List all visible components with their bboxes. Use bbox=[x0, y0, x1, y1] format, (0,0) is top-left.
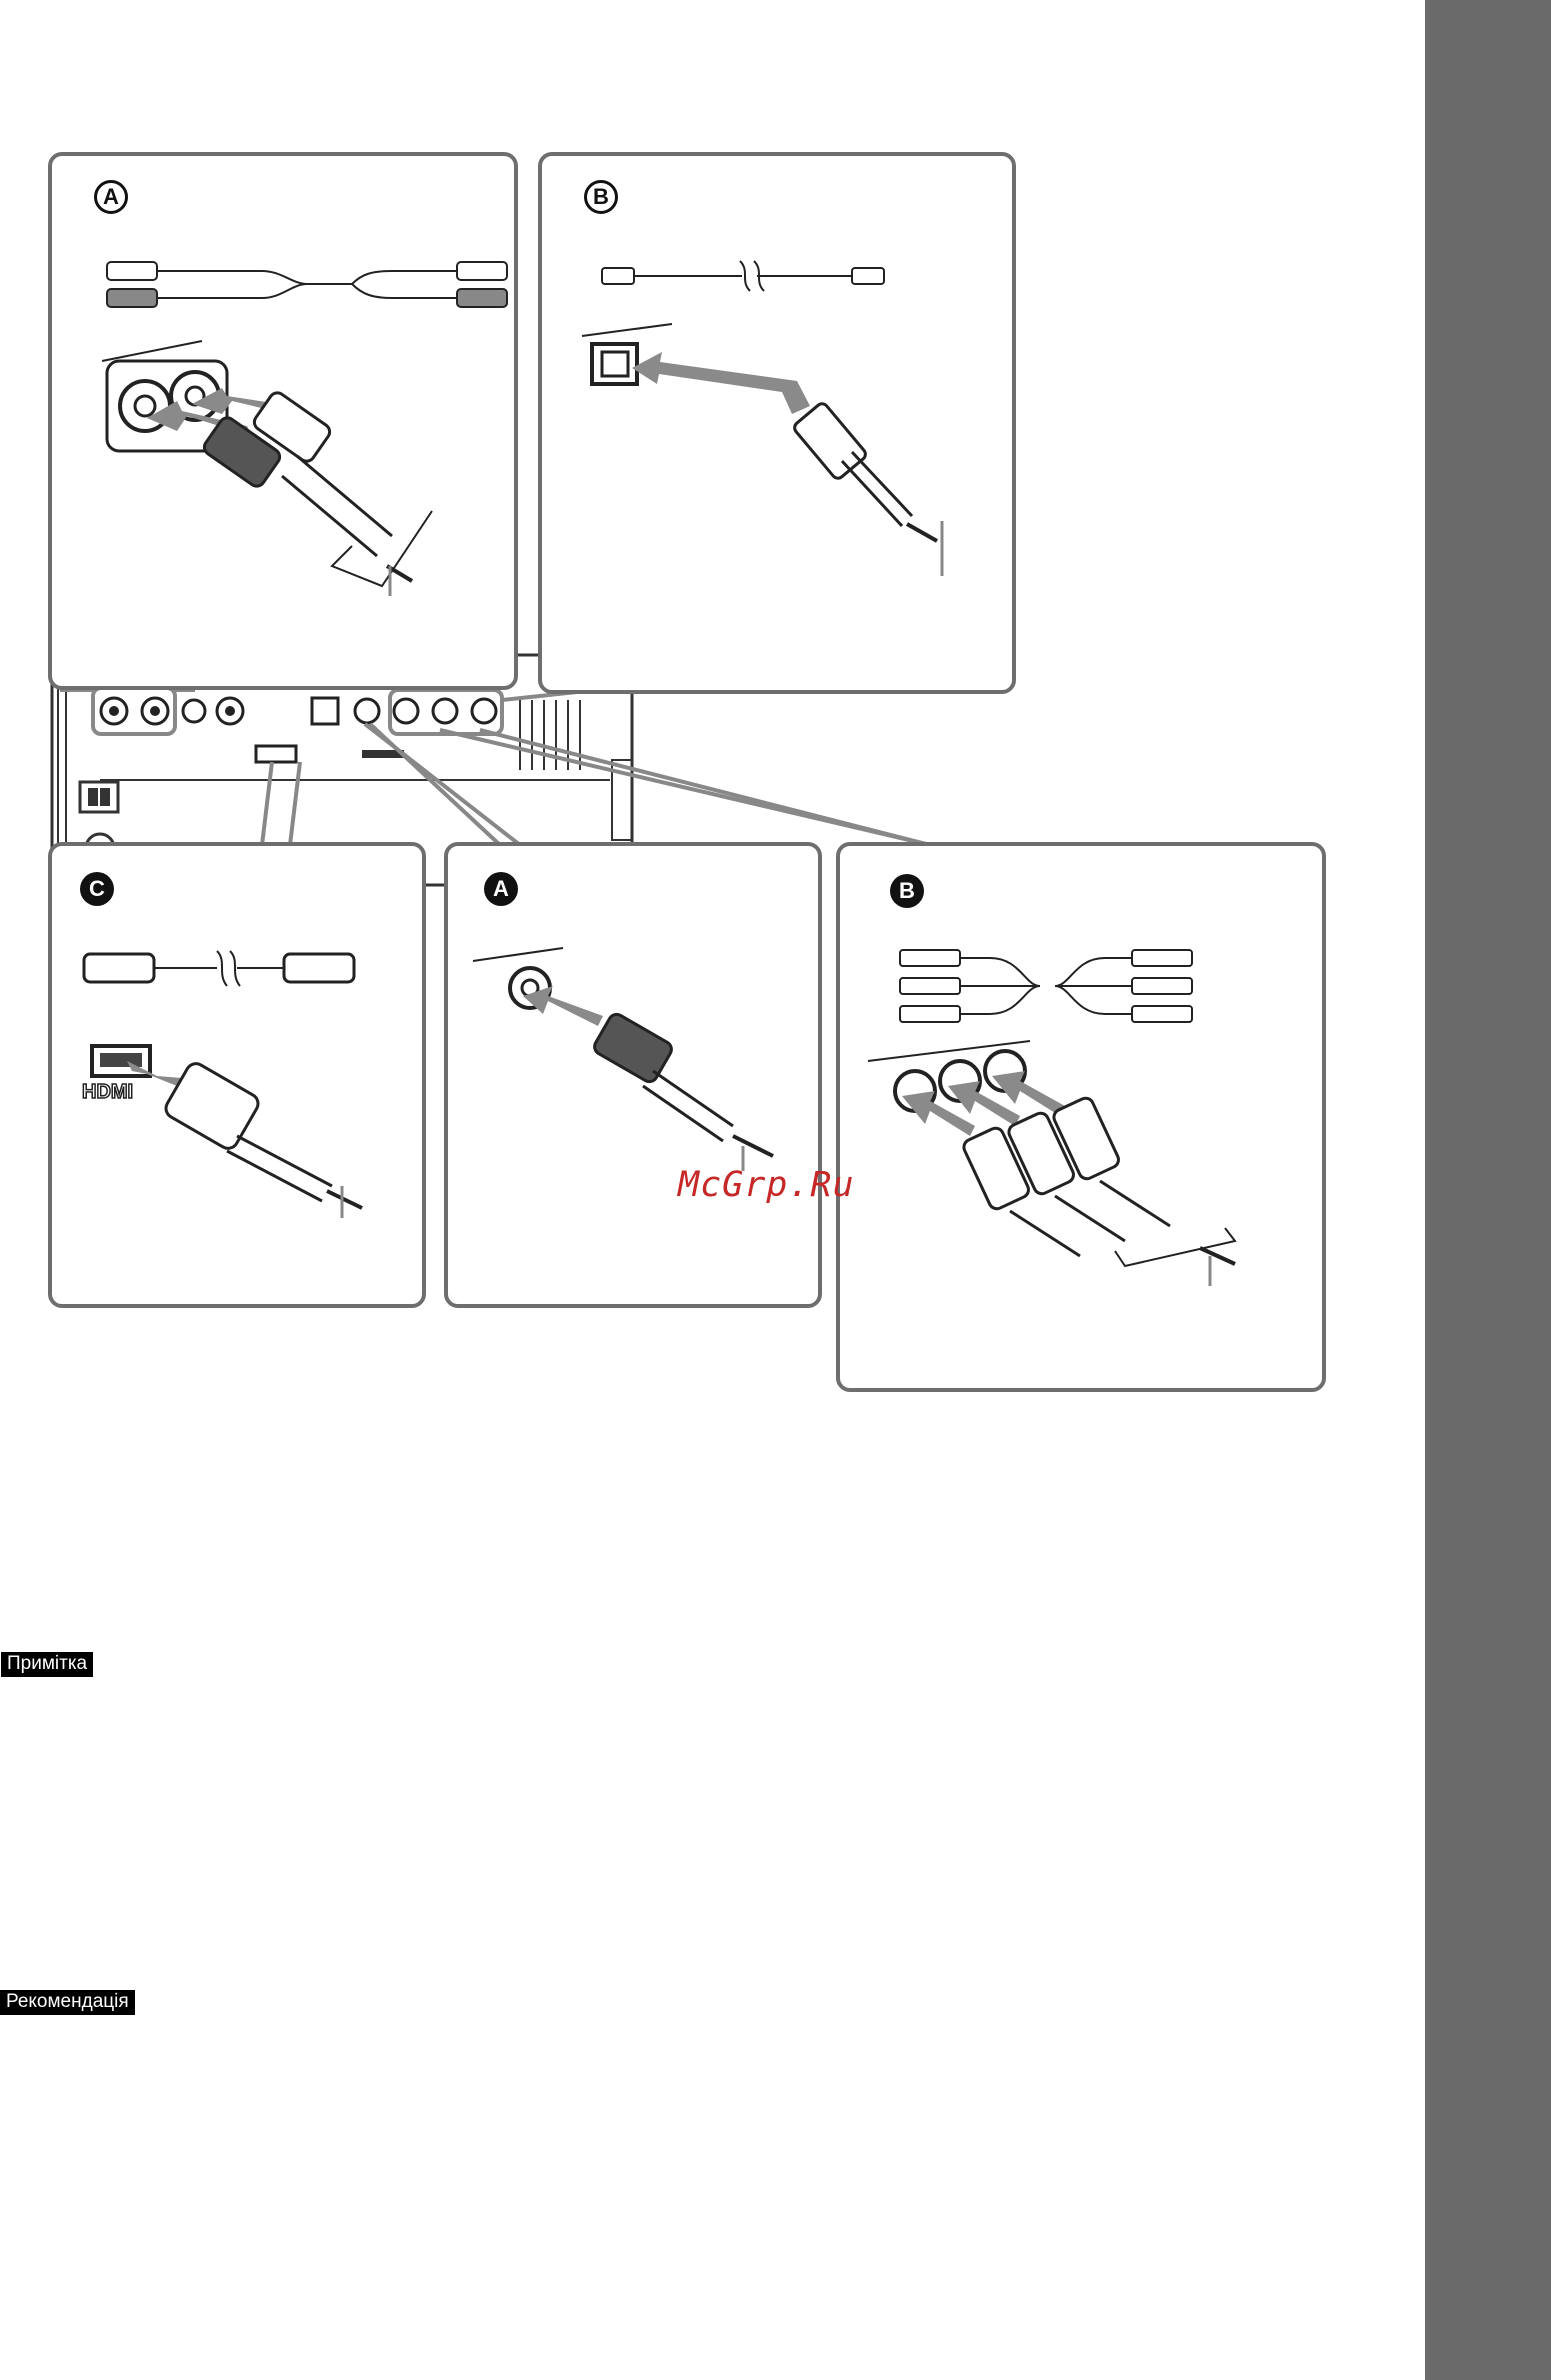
watermark: McGrp.Ru bbox=[678, 1165, 855, 1205]
panel-c-hdmi bbox=[48, 842, 426, 1308]
hdmi-cable-illustration bbox=[52, 846, 430, 1312]
panel-label-b-video: B bbox=[890, 874, 924, 908]
panel-b-audio-optical bbox=[538, 152, 1016, 694]
video-cable-illustration bbox=[448, 846, 826, 1312]
section-side-tab bbox=[1425, 0, 1551, 2380]
panel-label-c: C bbox=[80, 872, 114, 906]
panel-a-video-composite bbox=[444, 842, 822, 1308]
panel-a-audio-analog bbox=[48, 152, 518, 690]
note-label: Примітка bbox=[1, 1652, 93, 1677]
optical-cable-illustration bbox=[542, 156, 1020, 698]
panel-label-a: A bbox=[94, 180, 128, 214]
tip-label: Рекомендація bbox=[0, 1990, 135, 2015]
panel-label-a-video: A bbox=[484, 872, 518, 906]
panel-b-video-component bbox=[836, 842, 1326, 1392]
panel-label-b: B bbox=[584, 180, 618, 214]
audio-cable-illustration bbox=[52, 156, 522, 694]
component-cable-illustration bbox=[840, 846, 1330, 1396]
hdmi-port-label: HDMI bbox=[82, 1081, 134, 1103]
